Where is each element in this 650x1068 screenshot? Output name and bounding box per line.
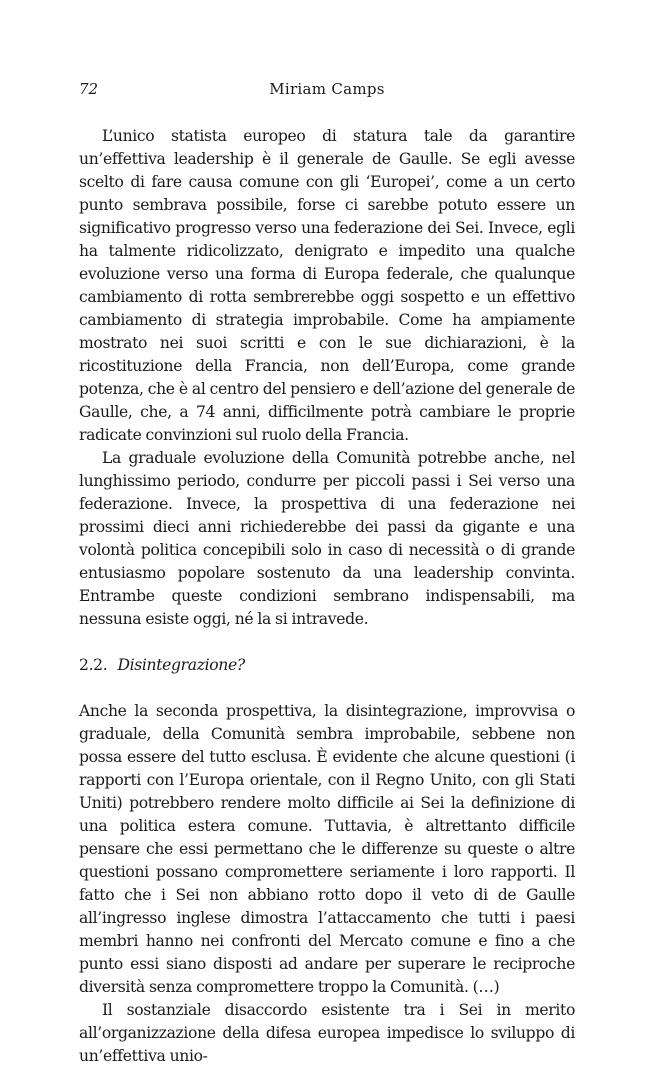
paragraph-defense: Il sostanziale disaccordo esistente tra i Sei in merito all’organizzazione della difesa europea impedisce lo sviluppo di un’effettiva unio-: [79, 1001, 575, 1065]
section-heading: [79, 654, 575, 677]
running-head-author: Miriam Camps: [269, 80, 385, 98]
book-page: [79, 78, 575, 1068]
page-header: [79, 78, 575, 100]
body-text: [79, 125, 575, 1068]
section-title: Disintegrazione?: [117, 656, 245, 674]
section-number: 2.2.: [79, 656, 108, 674]
page-number: 72: [79, 80, 99, 98]
paragraph-disintegration: Anche la seconda prospettiva, la disintegrazione, improvvisa o graduale, della Comunità sembra improbabile, sebbene non possa essere del tutto esclusa. È evidente che alcune questioni (i rapporti con l’Europa orientale, con il Regno Unito, con gli Stati Uniti) potrebbero rendere molto difficile ai Sei la definizione di una politica estera comune. Tuttavia, è altrettanto difficile pensare che essi permettano che le differenze su queste o altre questioni possano compromettere seriamente i loro rapporti. Il fatto che i Sei non abbiano rotto dopo il veto di de Gaulle all’ingresso inglese dimostra l’attaccamento che tutti i paesi membri hanno nei confronti del Mercato comune e fino a che punto essi siano disposti ad andare per superare le reciproche diversità senza compromettere troppo la Comunità. (…): [79, 702, 575, 996]
paragraph-federation: La graduale evoluzione della Comunità potrebbe anche, nel lunghissimo periodo, condurre per piccoli passi i Sei verso una federazione. Invece, la prospettiva di una federazione nei prossimi dieci anni richiederebbe dei passi da gigante e una volontà politica concepibili solo in caso di necessità o di grande entusiasmo popolare sostenuto da una leadership convinta. Entrambe queste condizioni sembrano indispensabili, ma nessuna esiste oggi, né la si intravede.: [79, 449, 575, 628]
paragraph-leadership: L’unico statista europeo di statura tale da garantire un’effettiva leadership è il generale de Gaulle. Se egli avesse scelto di fare causa comune con gli ‘Europei’, come a un certo punto sembrava possibile, forse ci sarebbe potuto essere un significativo progresso verso una federazione dei Sei. Invece, egli ha talmente ridicolizzato, denigrato e impedito una qualche evoluzione verso una forma di Europa federale, che qualunque cambiamento di rotta sembrerebbe oggi sospetto e un effettivo cambiamento di strategia improbabile. Come ha ampiamente mostrato nei suoi scritti e con le sue dichiarazioni, è la ricostituzione della Francia, non dell’Europa, come grande potenza, che è al centro del pensiero e dell’azione del generale de Gaulle, che, a 74 anni, difficilmente potrà cambiare le proprie radicate convinzioni sul ruolo della Francia.: [79, 127, 575, 444]
